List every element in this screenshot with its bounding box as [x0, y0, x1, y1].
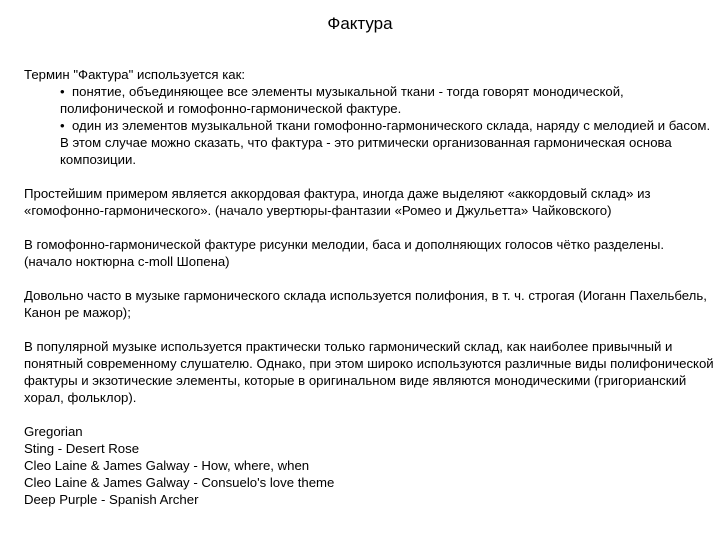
- music-example: Deep Purple - Spanish Archer: [24, 492, 199, 507]
- definition-list: [24, 83, 714, 168]
- definition-text: один из элементов музыкальной ткани гомофонно-гармонического склада, наряду с мелодией и басом. В этом случае можно сказать, что фактура - это ритмически организованная гармоническая основа композиции.: [60, 118, 711, 167]
- intro-lead: Термин "Фактура" используется как:: [24, 67, 246, 82]
- paragraph-chord-texture: Простейшим примером является аккордовая фактура, иногда даже выделяют «аккордовый склад» из «гомофонно-гармонического». (начало увертюры-фантазии «Ромео и Джульетта» Чайковского): [24, 186, 651, 218]
- paragraph-polyphony: Довольно часто в музыке гармонического склада используется полифония, в т. ч. строгая (Иоганн Пахельбель, Канон ре мажор);: [24, 288, 707, 320]
- music-example: Gregorian: [24, 424, 83, 439]
- intro-section: [24, 66, 714, 168]
- bullet-icon: •: [60, 84, 65, 99]
- definition-item: [24, 83, 714, 117]
- music-example: Cleo Laine & James Galway - How, where, when: [24, 458, 310, 473]
- music-example: Sting - Desert Rose: [24, 441, 140, 456]
- page-title: Фактура: [327, 14, 393, 33]
- music-example: Cleo Laine & James Galway - Consuelo's love theme: [24, 475, 335, 490]
- bullet-icon: •: [60, 118, 65, 133]
- definition-item: [24, 117, 714, 168]
- paragraph-homophonic: В гомофонно-гармонической фактуре рисунки мелодии, баса и дополняющих голосов чётко разделены. (начало ноктюрна c-moll Шопена): [24, 237, 665, 269]
- music-examples-list: [24, 423, 714, 508]
- paragraph-popular-music: В популярной музыке используется практически только гармонический склад, как наиболее привычный и понятный современному слушателю. Однако, при этом широко используются различные виды полифонической фактуры и экзотические элементы, которые в оригинальном виде являются монодическими (григорианский хорал, фольклор).: [24, 339, 714, 405]
- slide-content: [24, 66, 714, 508]
- definition-text: понятие, объединяющее все элементы музыкальной ткани - тогда говорят монодической, полифонической и гомофонно-гармонической фактуре.: [60, 84, 624, 116]
